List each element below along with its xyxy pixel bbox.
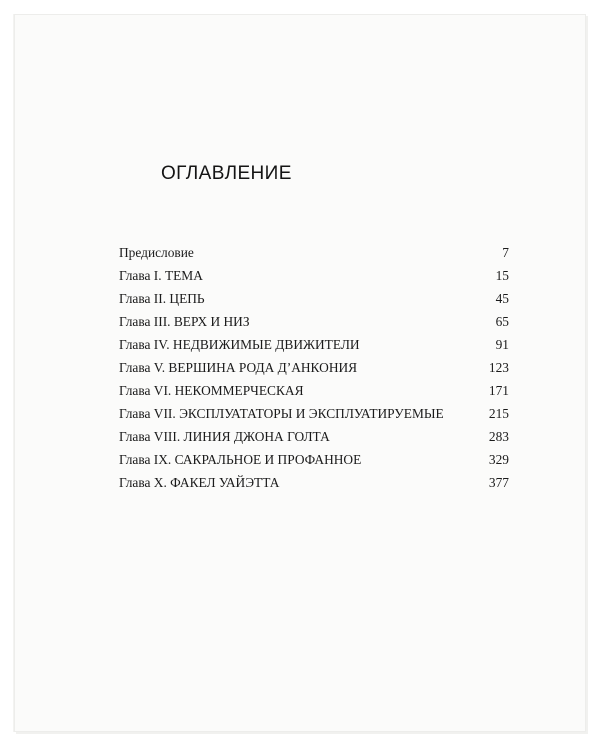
toc-entry-label: Глава VI. НЕКОММЕРЧЕСКАЯ xyxy=(119,382,304,398)
table-of-contents xyxy=(119,241,509,494)
toc-entry-page: 15 xyxy=(495,267,509,283)
toc-entry-label: Глава III. ВЕРХ И НИЗ xyxy=(119,313,250,329)
toc-entry-page: 329 xyxy=(488,451,509,467)
toc-entry xyxy=(119,333,509,356)
toc-entry-page: 123 xyxy=(488,359,509,375)
toc-entry-label: Глава VIII. ЛИНИЯ ДЖОНА ГОЛТА xyxy=(119,428,330,444)
toc-entry xyxy=(119,287,509,310)
toc-entry xyxy=(119,356,509,379)
book-page xyxy=(14,14,586,732)
toc-entry-page: 91 xyxy=(495,336,509,352)
toc-entry-page: 377 xyxy=(488,474,509,490)
toc-entry-page: 7 xyxy=(502,244,509,260)
toc-entry-label: Глава I. ТЕМА xyxy=(119,267,203,283)
toc-entry-label: Глава VII. ЭКСПЛУАТАТОРЫ И ЭКСПЛУАТИРУЕМЫЕ xyxy=(119,405,444,421)
toc-entry-page: 171 xyxy=(488,382,509,398)
toc-entry-label: Глава X. ФАКЕЛ УАЙЭТТА xyxy=(119,474,280,490)
toc-entry-label: Глава IX. САКРАЛЬНОЕ И ПРОФАННОЕ xyxy=(119,451,362,467)
toc-entry-page: 283 xyxy=(488,428,509,444)
toc-entry xyxy=(119,425,509,448)
toc-entry-label: Предисловие xyxy=(119,244,194,260)
page-title: ОГЛАВЛЕНИЕ xyxy=(161,163,292,184)
toc-entry-page: 65 xyxy=(495,313,509,329)
toc-entry xyxy=(119,448,509,471)
toc-entry xyxy=(119,310,509,333)
toc-entry-label: Глава IV. НЕДВИЖИМЫЕ ДВИЖИТЕЛИ xyxy=(119,336,360,352)
toc-entry-page: 45 xyxy=(495,290,509,306)
toc-entry-label: Глава II. ЦЕПЬ xyxy=(119,290,205,306)
toc-entry xyxy=(119,402,509,425)
toc-entry-label: Глава V. ВЕРШИНА РОДА Д’АНКОНИЯ xyxy=(119,359,358,375)
toc-entry-page: 215 xyxy=(488,405,509,421)
toc-entry xyxy=(119,241,509,264)
toc-entry xyxy=(119,264,509,287)
toc-entry xyxy=(119,471,509,494)
toc-entry xyxy=(119,379,509,402)
